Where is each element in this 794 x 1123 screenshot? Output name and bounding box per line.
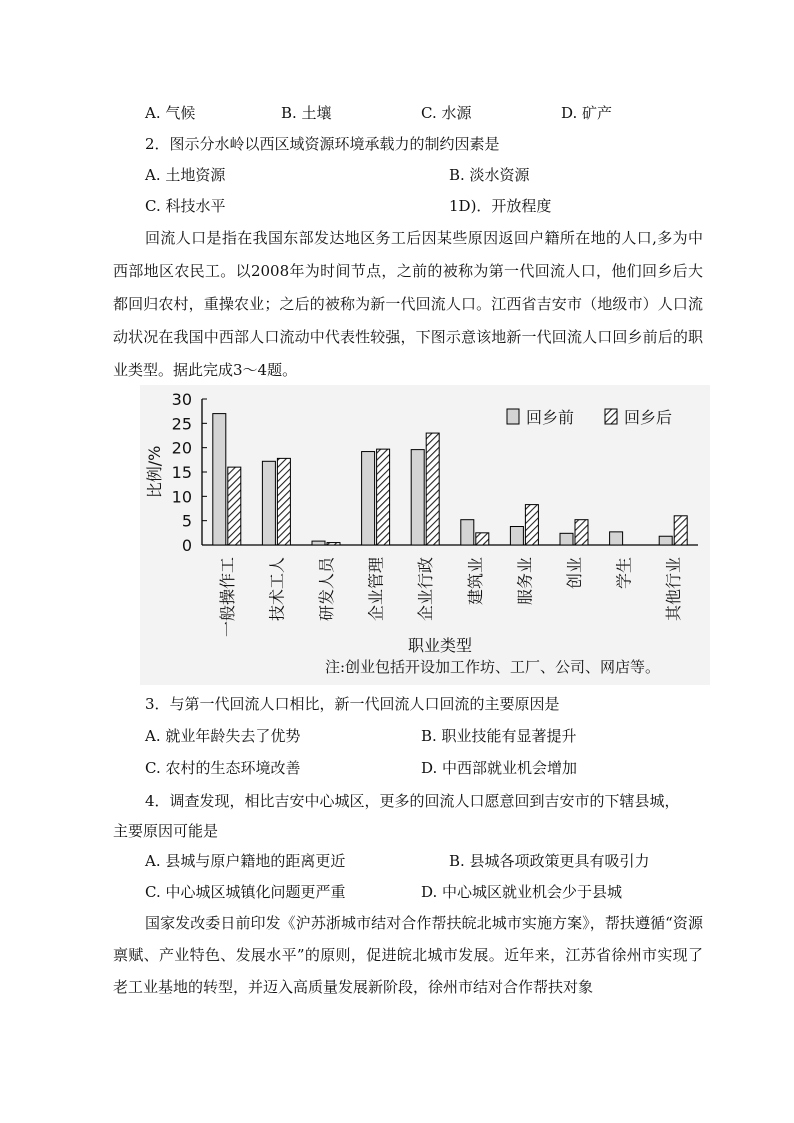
q3-option-c: C. 农村的生态环境改善 bbox=[145, 759, 301, 777]
x-axis-label: 职业类型 bbox=[407, 636, 473, 655]
q3-option-d: D. 中西部就业机会增加 bbox=[421, 759, 578, 777]
y-tick-label: 25 bbox=[171, 414, 192, 434]
bar-before bbox=[610, 532, 623, 545]
bar-after bbox=[525, 505, 538, 545]
y-tick-label: 5 bbox=[181, 511, 192, 531]
y-axis-label: 比例/% bbox=[145, 445, 164, 499]
y-tick-label: 30 bbox=[171, 390, 192, 409]
x-tick-label: 建筑业 bbox=[465, 557, 485, 606]
legend-swatch-after bbox=[605, 409, 617, 424]
q4-stem-line1: 4．调查发现，相比吉安中心城区，更多的回流人口愿意回到吉安市的下辖县城， bbox=[145, 792, 680, 810]
x-tick-label: 学生 bbox=[614, 557, 634, 590]
bar-after bbox=[228, 467, 241, 545]
q2-option-d: 1D)．开放程度 bbox=[449, 197, 552, 215]
q4-option-b: B. 县城各项政策更具有吸引力 bbox=[449, 852, 650, 870]
x-tick-label: 研发人员 bbox=[317, 557, 336, 622]
bar-after bbox=[426, 433, 439, 545]
legend-label-before: 回乡前 bbox=[526, 408, 575, 427]
bar-before bbox=[510, 527, 523, 545]
bar-before bbox=[262, 461, 275, 545]
x-tick-label: 其他行业 bbox=[664, 557, 684, 622]
bar-before bbox=[461, 520, 474, 545]
q4-option-d: D. 中心城区就业机会少于县城 bbox=[421, 883, 623, 901]
q1-option-b: B. 土壤 bbox=[281, 104, 332, 122]
y-tick-label: 15 bbox=[171, 463, 192, 482]
bar-after bbox=[277, 458, 290, 545]
legend-label-after: 回乡后 bbox=[624, 408, 673, 427]
q4-option-c: C. 中心城区城镇化问题更严重 bbox=[145, 883, 346, 901]
x-tick-label: 创业 bbox=[565, 557, 584, 590]
bar-before bbox=[560, 533, 573, 545]
x-tick-label: 技术工人 bbox=[267, 557, 287, 622]
x-tick-label: 一般操作工 bbox=[217, 557, 237, 638]
bar-before bbox=[213, 414, 226, 545]
bar-after bbox=[476, 533, 489, 545]
bar-after bbox=[327, 543, 340, 545]
y-tick-label: 0 bbox=[181, 536, 192, 555]
q4-option-a: A. 县城与原户籍地的距离更近 bbox=[145, 852, 346, 870]
bar-after bbox=[377, 449, 390, 545]
q4-stem-line2: 主要原因可能是 bbox=[113, 822, 219, 840]
x-tick-label: 企业行政 bbox=[416, 557, 436, 622]
bar-after bbox=[674, 516, 687, 545]
q2-stem: 2．图示分水岭以西区域资源环境承载力的制约因素是 bbox=[145, 135, 500, 153]
q1-option-d: D. 矿产 bbox=[561, 104, 613, 122]
occupation-bar-chart bbox=[140, 385, 710, 685]
q2-option-a: A. 土地资源 bbox=[145, 166, 226, 184]
y-tick-label: 10 bbox=[171, 487, 192, 507]
q2-option-c: C. 科技水平 bbox=[145, 197, 226, 215]
passage-return-population: 回流人口是指在我国东部发达地区务工后因某些原因返回户籍所在地的人口,多为中西部地区农民工。以2008年为时间节点，之前的被称为第一代回流人口，他们回乡后大都回归农村，重操农业；之后的被称为新一代回流人口。江西省吉安市（地级市）人口流动状况在我国中西部人口流动中代表性较强，下图示意该地新一代回流人口回乡前后的职业类型。据此完成3～4题。 bbox=[113, 229, 703, 379]
x-tick-label: 企业管理 bbox=[366, 557, 386, 622]
q3-option-a: A. 就业年龄失去了优势 bbox=[145, 727, 301, 745]
legend-swatch-before bbox=[507, 409, 519, 424]
bar-before bbox=[362, 452, 375, 545]
bar-before bbox=[411, 450, 424, 545]
chart-note: 注:创业包括开设加工作坊、工厂、公司、网店等。 bbox=[325, 658, 661, 676]
q1-option-c: C. 水源 bbox=[421, 104, 472, 122]
passage-xuzhou: 国家发改委日前印发《沪苏浙城市结对合作帮扶皖北城市实施方案》，帮扶遵循“资源禀赋、产业特色、发展水平”的原则，促进皖北城市发展。近年来，江苏省徐州市实现了老工业基地的转型，并迈入高质量发展新阶段，徐州市结对合作帮扶对象 bbox=[113, 914, 703, 996]
x-tick-label: 服务业 bbox=[515, 557, 535, 606]
q2-option-b: B. 淡水资源 bbox=[449, 166, 530, 184]
y-tick-label: 20 bbox=[171, 438, 192, 458]
bar-after bbox=[575, 520, 588, 545]
q1-option-a: A. 气候 bbox=[145, 104, 196, 122]
q3-stem: 3．与第一代回流人口相比，新一代回流人口回流的主要原因是 bbox=[145, 695, 560, 713]
bar-before bbox=[312, 541, 325, 545]
bar-before bbox=[659, 536, 672, 545]
q3-option-b: B. 职业技能有显著提升 bbox=[421, 727, 577, 745]
